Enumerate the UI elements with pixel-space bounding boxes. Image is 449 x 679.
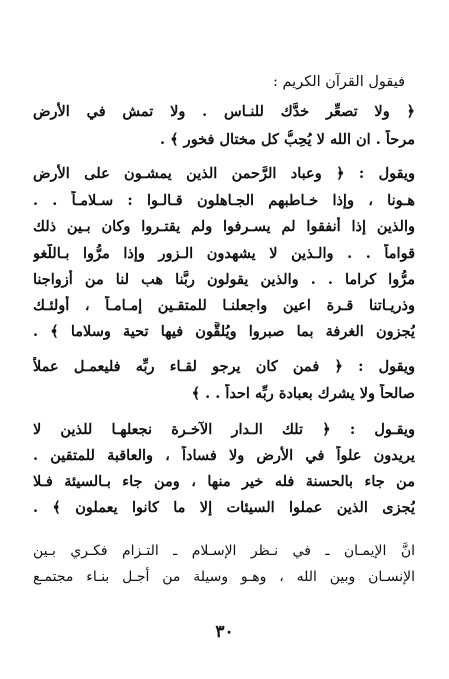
text-line: ويقـول : ﴿ تلك الـدار الآخـرة نجعلهـا للذين لا (33, 421, 415, 438)
page-number: ٣٠ (215, 622, 234, 642)
text-line: ويقول : ﴿ وعباد الرَّحمن الذين يمشـون على الأرض (33, 165, 415, 182)
text-line: فيقول القرآن الكريم : (273, 74, 405, 90)
text-line: صالحاً ولا يشرك بعبادة ربِّه احداً . . ﴾ (191, 385, 415, 402)
text-line: انَّ الإيمـان ـ في نـظر الإسـلام ـ التـزام فكـري بـين (33, 543, 415, 559)
text-line: ويقول : ﴿ فمن كان يرجو لقـاء ربِّه فليعمـل عملاً (33, 358, 415, 375)
text-line: من جاء بالحسنة فله خير منها ، ومن جاء بـالسيئة فـلا (33, 473, 415, 490)
text-line: وذريـاتنا قـرة اعين واجعلنـا للمتقـين إمـامـاً ، أولئـك (33, 297, 415, 314)
text-line: والذين إذا أنفقوا لم يسـرفوا ولم يقتـروا وكان بـين ذلك (33, 218, 415, 235)
text-line: يريدون علواً في الأرض ولا فساداً ، والعاقبة للمتقين . (33, 447, 415, 464)
text-line: قواماً . . والـذين لا يشهدون الـزور وإذا مرُّوا بـاللَّغو (33, 245, 415, 262)
text-line: مرحاً . ان الله لا يُحِبُّ كل مختال فخور ﴾ . (160, 131, 415, 148)
text-line: يُجزى الذين عملوا السيئات إلا ما كانوا يعملون ﴾ . (33, 499, 415, 516)
text-line: يُجزون الغرفة بما صبروا ويُلقَّون فيها تحية وسلاما ﴾ . (33, 323, 415, 340)
text-line: ﴿ ولا تصعِّر خدَّك للنـاس . ولا تمش في الأرض (33, 103, 415, 120)
text-line: هـونا ، وإذا خـاطبهم الجـاهلون قـالـوا : سـلامـاً . . (33, 192, 415, 209)
text-line: الإنسـان وبين الله ، وهـو وسيلة من أجـل بنـاء مجتمـع (33, 569, 415, 585)
text-line: مرُّوا كراما . . والذين يقولون ربَّنا هب لنا من أزواجنا (33, 271, 415, 288)
